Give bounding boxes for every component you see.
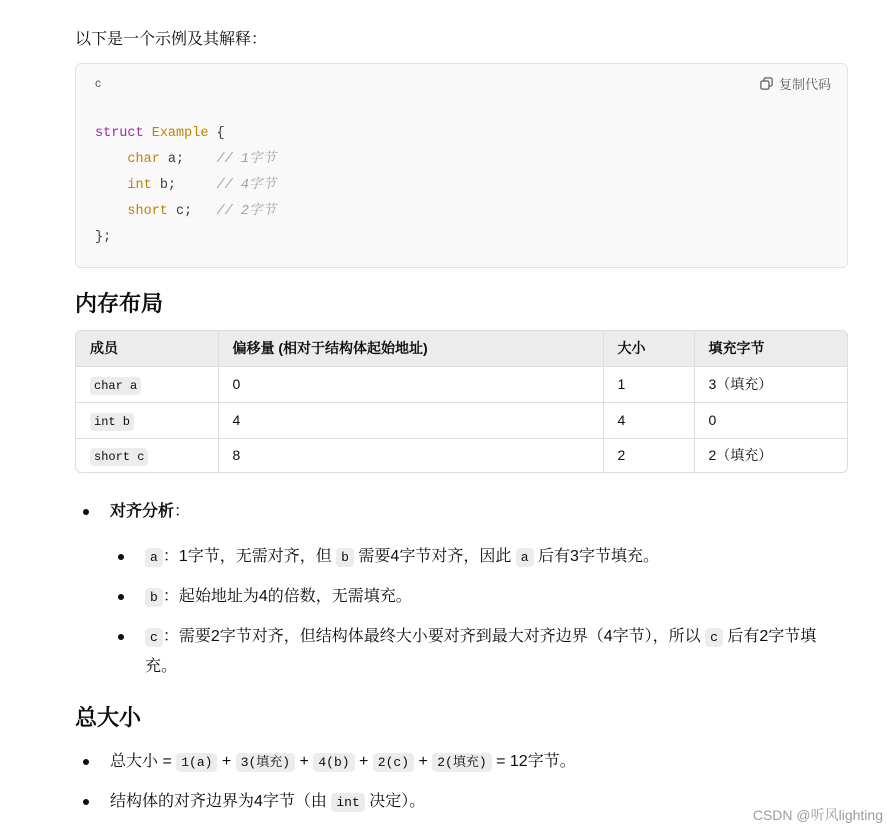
code-token-comment: // 2字节 [216,204,276,219]
list-item [110,582,848,612]
cell-offset: 0 [218,366,603,402]
code-line [95,121,276,147]
inline-code: char a [90,377,141,395]
text-segment: + [354,753,373,770]
inline-code: c [145,628,163,647]
list-item-text [110,793,425,810]
inline-code: a [145,548,163,567]
code-language-label: c [95,76,101,90]
section-heading-total-size: 总大小 [75,705,142,730]
alignment-analysis-label: 对齐分析 [110,503,175,520]
cell-member [76,402,218,438]
code-line [95,147,276,173]
cell-padding: 3（填充） [694,366,848,402]
text-segment: 总大小 = [110,753,177,770]
inline-code: a [516,548,534,567]
table [76,331,848,472]
text-segment: + [295,753,314,770]
column-header-member: 成员 [76,331,218,366]
inline-code: 2(c) [373,753,414,772]
copy-code-button[interactable] [759,74,831,93]
code-token-plain: c; [167,204,217,219]
alignment-analysis-list [75,497,848,691]
inline-code: 3(填充) [236,753,295,772]
text-segment: + [414,753,433,770]
text-segment: 后有3字节填充。 [533,548,659,565]
cell-member [76,366,218,402]
list-item [75,787,848,817]
column-header-size: 大小 [603,331,694,366]
cell-padding: 2（填充） [708,447,773,464]
code-token-plain: { [208,126,225,141]
column-header-padding: 填充字节 [694,331,848,366]
code-line [95,173,276,199]
list-item-text [145,548,659,565]
text-segment: 后有2字节填充。 [145,628,817,675]
code-token-type: Example [151,126,209,141]
text-segment: = 12字节。 [491,753,576,770]
list-item-text [145,588,412,605]
code-token-keyword: struct [95,126,144,141]
inline-code: b [145,588,163,607]
inline-code: short c [90,448,148,466]
table-row [76,402,848,438]
code-token-plain: }; [95,230,112,245]
code-token-type: int [127,178,152,193]
inline-code: int b [90,413,134,431]
code-token-comment: // 4字节 [216,178,276,193]
cell-member [76,438,218,472]
text-segment: ：需要2字节对齐，但结构体最终大小要对齐到最大对齐边界（4字节），所以 [162,628,706,645]
memory-layout-table [75,330,848,473]
cell-padding: 0 [694,402,848,438]
text-segment: 决定）。 [364,793,426,810]
code-token-type: char [127,152,160,167]
text-segment: ：1字节，无需对齐，但 [162,548,337,565]
code-token-plain: a; [159,152,217,167]
intro-text: 以下是一个示例及其解释： [75,31,268,48]
table-row [76,366,848,402]
list-item-alignment-analysis [75,497,848,681]
copy-icon [759,76,774,91]
code-token-plain [95,204,127,219]
inline-code: 2(填充) [432,753,491,772]
list-item [110,542,848,572]
table-header-row [76,331,848,366]
text-segment: ：起始地址为4的倍数，无需填充。 [162,588,412,605]
alignment-analysis-colon: ： [174,503,191,520]
code-content [95,121,276,251]
code-header [95,73,831,93]
text-segment: + [217,753,236,770]
cell-size: 2 [603,438,694,472]
table-row [76,438,848,472]
inline-code: int [331,793,364,812]
code-token-plain [95,178,127,193]
code-token-type: short [127,204,168,219]
inline-code: 1(a) [176,753,217,772]
inline-code: 4(b) [313,753,354,772]
section-heading-memory-layout: 内存布局 [75,291,164,316]
list-item-text [145,628,816,675]
code-token-comment: // 1字节 [216,152,276,167]
cell-size: 4 [603,402,694,438]
list-item [110,622,848,681]
code-line [95,199,276,225]
total-size-list [75,747,848,827]
list-item [75,747,848,777]
alignment-analysis-sublist [110,542,848,681]
code-token-plain [144,126,152,141]
cell-size: 1 [603,366,694,402]
code-token-plain: b; [151,178,217,193]
cell-offset: 8 [218,438,603,472]
list-item-text [110,753,576,770]
watermark: CSDN @听风lighting [752,807,883,823]
inline-code: b [336,548,354,567]
column-header-offset: 偏移量 (相对于结构体起始地址) [218,331,603,366]
text-segment: 结构体的对齐边界为4字节（由 [110,793,332,810]
code-block [75,63,848,268]
code-line [95,225,276,251]
text-segment: 需要4字节对齐，因此 [353,548,516,565]
inline-code: c [705,628,723,647]
code-token-plain [95,152,127,167]
cell-offset: 4 [218,402,603,438]
copy-code-label: 复制代码 [778,76,831,92]
